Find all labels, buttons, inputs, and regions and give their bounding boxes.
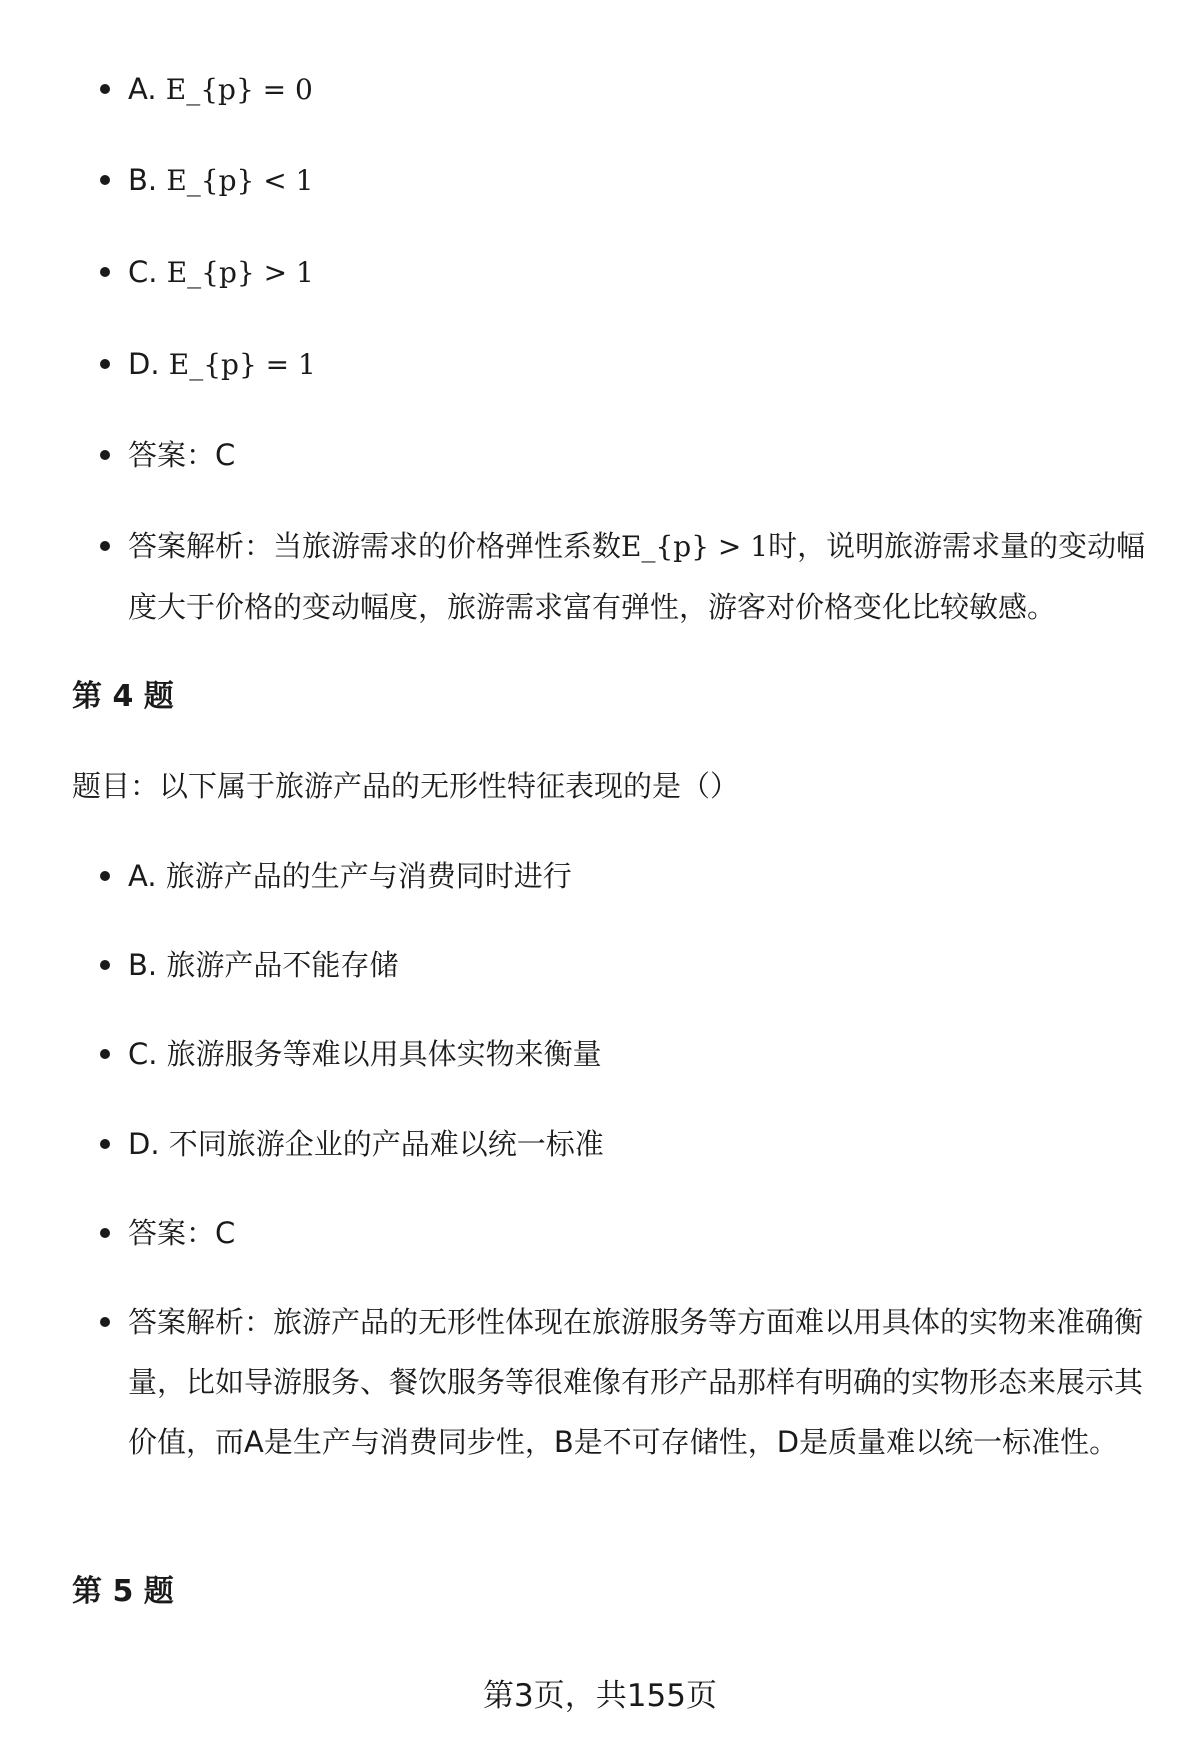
option-d: [128, 1114, 1168, 1174]
bullet-icon: [100, 450, 110, 460]
answer: [128, 425, 1168, 485]
analysis-math: E_{p} > 1: [621, 530, 769, 563]
analysis-text: 答案解析：旅游产品的无形性体现在旅游服务等方面难以用具体的实物来准确衡量，比如导游服务、餐饮服务等很难像有形产品那样有明确的实物形态来展示其价值，而A是生产与消费同步性，B是不可存储性，D是质量难以统一标准性。: [128, 1305, 1144, 1459]
question-text: 题目：以下属于旅游产品的无形性特征表现的是（）: [72, 769, 740, 803]
analysis-prefix: 答案解析：当旅游需求的价格弹性系数: [128, 529, 622, 563]
answer-text: 答案：C: [128, 438, 236, 472]
option-c: [128, 1024, 1168, 1084]
answer-text: 答案：C: [128, 1216, 236, 1250]
bullet-icon: [100, 175, 110, 185]
bullet-icon: [100, 1317, 110, 1327]
option-label: A.: [128, 72, 157, 106]
answer: [128, 1203, 1168, 1263]
option-text: A. 旅游产品的生产与消费同时进行: [128, 859, 572, 893]
option-math: E_{p} > 1: [166, 256, 314, 289]
option-text: B. 旅游产品不能存储: [128, 948, 399, 982]
option-a: [128, 846, 1168, 906]
analysis-suffix: 时，说明旅游需求量的变动幅度大于价格的变动幅度，旅游需求富有弹性，游客对价格变化比较敏感。: [128, 529, 1146, 624]
option-math: E_{p} = 0: [165, 73, 313, 106]
bullet-icon: [100, 1228, 110, 1238]
bullet-icon: [100, 84, 110, 94]
question-heading: 第 4 题: [72, 679, 174, 714]
bullet-icon: [100, 359, 110, 369]
bullet-icon: [100, 960, 110, 970]
option-d: [128, 334, 1168, 395]
answer-analysis: [128, 1292, 1168, 1472]
option-text: D. 不同旅游企业的产品难以统一标准: [128, 1127, 604, 1161]
option-label: C.: [128, 255, 158, 289]
bullet-icon: [100, 267, 110, 277]
page-number: 第3页，共155页: [483, 1678, 717, 1714]
option-math: E_{p} = 1: [168, 348, 316, 381]
option-b: [128, 150, 1168, 211]
option-c: [128, 242, 1168, 303]
option-label: D.: [128, 347, 160, 381]
option-b: [128, 935, 1168, 995]
question-heading: 第 5 题: [72, 1574, 174, 1609]
option-text: C. 旅游服务等难以用具体实物来衡量: [128, 1037, 602, 1071]
bullet-icon: [100, 1049, 110, 1059]
option-a: [128, 59, 1168, 120]
bullet-icon: [100, 541, 110, 551]
bullet-icon: [100, 871, 110, 881]
bullet-icon: [100, 1139, 110, 1149]
option-label: B.: [128, 163, 158, 197]
option-math: E_{p} < 1: [166, 164, 314, 197]
answer-analysis: [128, 516, 1168, 637]
